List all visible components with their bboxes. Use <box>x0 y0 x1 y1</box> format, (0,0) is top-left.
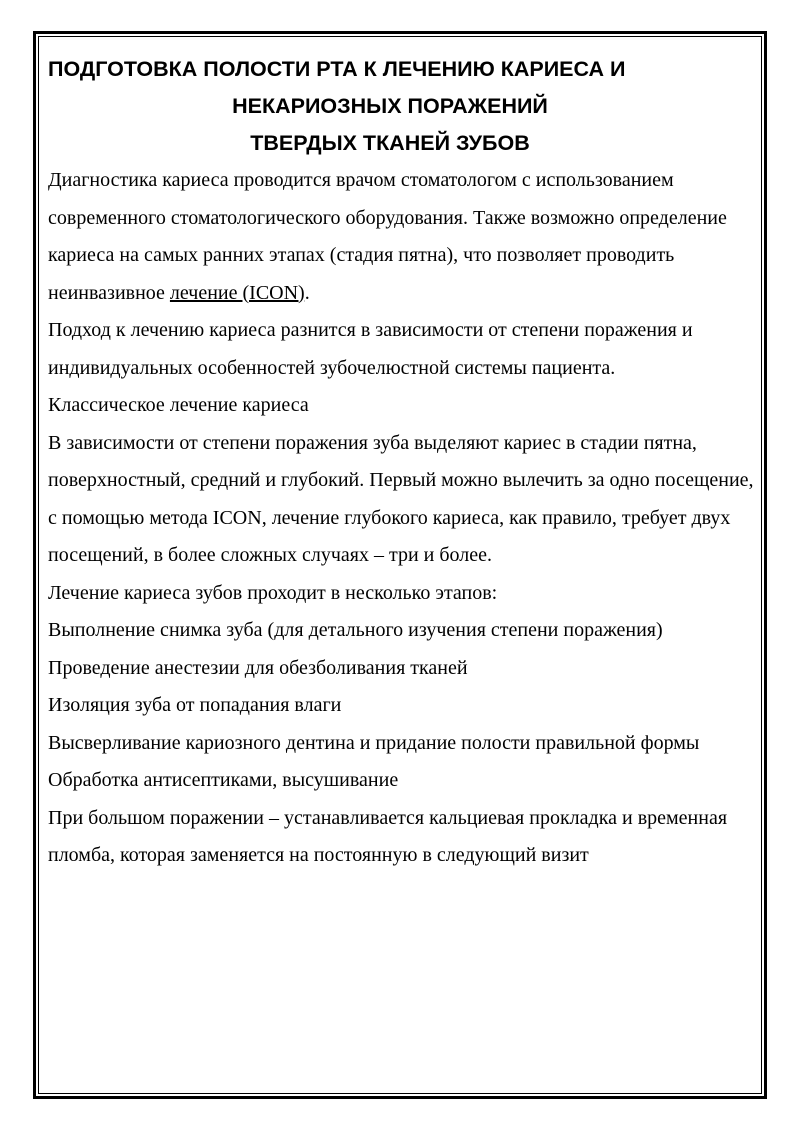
title-line-1: ПОДГОТОВКА ПОЛОСТИ РТА К ЛЕЧЕНИЮ КАРИЕСА И <box>48 57 626 81</box>
paragraph-approach: Подход к лечению кариеса разнится в зависимости от степени поражения и индивидуальных особенностей зубочелюстной системы пациента. <box>48 319 693 379</box>
title-line-2: НЕКАРИОЗНЫХ ПОРАЖЕНИЙ <box>232 94 548 118</box>
document-body <box>48 162 760 875</box>
document-title <box>48 51 760 162</box>
title-line-3: ТВЕРДЫХ ТКАНЕЙ ЗУБОВ <box>250 131 530 155</box>
step-filling: При большом поражении – устанавливается кальциевая прокладка и временная пломба, которая заменяется на постоянную в следующий визит <box>48 806 728 866</box>
paragraph-stages-description: В зависимости от степени поражения зуба выделяют кариес в стадии пятна, поверхностный, средний и глубокий. Первый можно вылечить за одно посещение, с помощью метода ICON, лечение глубокого кариеса, как правило, требует двух посещений, в более сложных случаях – три и более. <box>48 431 754 566</box>
icon-treatment-link[interactable]: лечение (ICON) <box>169 281 305 304</box>
step-antiseptic: Обработка антисептиками, высушивание <box>48 769 399 791</box>
step-isolation: Изоляция зуба от попадания влаги <box>48 694 342 716</box>
document-content <box>48 51 760 875</box>
paragraph-diagnostics <box>48 162 760 312</box>
step-anesthesia: Проведение анестезии для обезболивания тканей <box>48 656 468 679</box>
step-xray: Выполнение снимка зуба (для детального изучения степени поражения) <box>48 619 663 641</box>
paragraph-steps-intro: Лечение кариеса зубов проходит в несколько этапов: <box>48 581 498 604</box>
paragraph-diagnostics-text: Диагностика кариеса проводится врачом стоматологом с использованием современного стоматологического оборудования. Также возможно определение кариеса на самых ранних этапах (стадия пятна), что позволяет проводить неинвазивное <box>48 169 727 304</box>
paragraph-classic-heading: Классическое лечение кариеса <box>48 394 309 416</box>
paragraph-diagnostics-end: . <box>304 281 310 304</box>
step-drilling: Высверливание кариозного дентина и придание полости правильной формы <box>48 731 700 754</box>
